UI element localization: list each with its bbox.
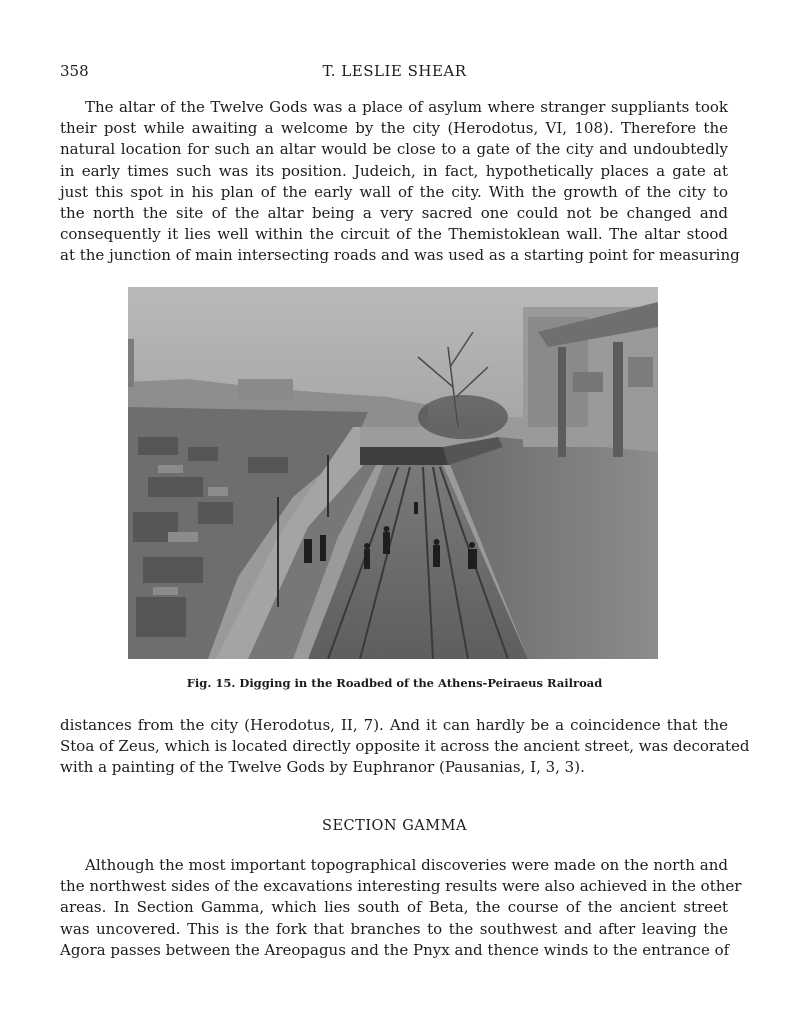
text-line: with a painting of the Twelve Gods by Euphranor (Pausanias, I, 3, 3). bbox=[60, 758, 585, 777]
text-line: Stoa of Zeus, which is located directly opposite it across the ancient street, was decorated bbox=[60, 737, 750, 756]
paragraph-section-gamma bbox=[60, 855, 742, 961]
text-line: their post while awaiting a welcome by the city (Herodotus, VI, 108). Therefore the bbox=[60, 119, 728, 138]
text-line: consequently it lies well within the circuit of the Themistoklean wall. The altar stood bbox=[60, 225, 728, 244]
text-line: natural location for such an altar would be close to a gate of the city and undoubtedly bbox=[60, 140, 728, 159]
text-line: just this spot in his plan of the early wall of the city. With the growth of the city to bbox=[60, 182, 728, 201]
section-heading: SECTION GAMMA bbox=[322, 818, 467, 834]
text-line: the north the site of the altar being a very sacred one could not be changed and bbox=[60, 204, 728, 223]
page-number: 358 bbox=[60, 62, 89, 80]
paragraph-distances bbox=[60, 715, 750, 779]
railroad-photograph bbox=[128, 287, 658, 659]
railroad-photo-illustration bbox=[128, 287, 658, 659]
text-line: the northwest sides of the excavations interesting results were also achieved in the other bbox=[60, 877, 742, 896]
text-line: was uncovered. This is the fork that branches to the southwest and after leaving the bbox=[60, 919, 728, 938]
text-line: at the junction of main intersecting roads and was used as a starting point for measuring bbox=[60, 246, 740, 265]
figure-caption: Fig. 15. Digging in the Roadbed of the Athens-Peiraeus Railroad bbox=[186, 676, 603, 690]
text-line: Although the most important topographical discoveries were made on the north and bbox=[85, 856, 728, 874]
text-line: Agora passes between the Areopagus and the Pnyx and thence winds to the entrance of bbox=[60, 940, 730, 959]
text-line: The altar of the Twelve Gods was a place of asylum where stranger suppliants took bbox=[85, 98, 728, 116]
running-head: T. LESLIE SHEAR bbox=[322, 62, 467, 80]
paragraph-altar-asylum bbox=[60, 97, 740, 267]
text-line: distances from the city (Herodotus, II, 7). And it can hardly be a coincidence that the bbox=[60, 716, 728, 734]
text-line: in early times such was its position. Judeich, in fact, hypothetically places a gate at bbox=[60, 161, 728, 180]
text-line: areas. In Section Gamma, which lies south of Beta, the course of the ancient street bbox=[60, 898, 728, 917]
